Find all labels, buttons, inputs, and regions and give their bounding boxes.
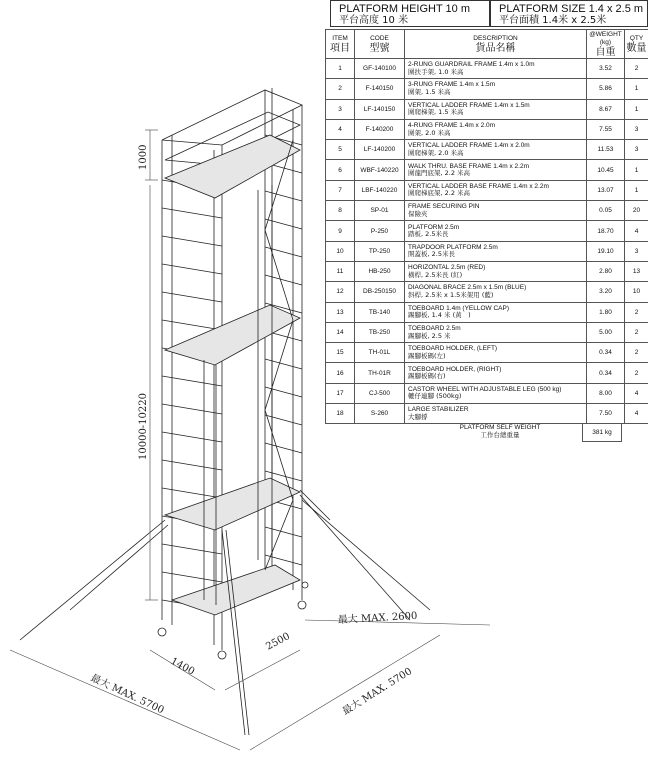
item-description-en: 3-RUNG FRAME 1.4m x 1.5m [408,81,496,89]
item-description-zh: 圍龍門底架, 2.2 米高 [408,169,471,178]
item-weight: 8.67 [587,99,625,119]
table-row [326,343,648,363]
item-description-zh: 圍架, 1.5 米高 [408,87,451,96]
table-row [326,241,648,261]
item-qty: 1 [625,99,648,119]
item-number: 14 [326,322,355,342]
item-code: WBF-140220 [355,160,405,180]
item-description-zh: 圍爬梯架, 1.5 米高 [408,108,464,117]
item-weight: 5.86 [587,79,625,99]
item-description-en: VERTICAL LADDER FRAME 1.4m x 1.5m [408,101,530,109]
item-number: 12 [326,282,355,302]
item-description-zh: 圍扶手架, 1.0 米高 [408,67,464,76]
table-row [326,282,648,302]
item-weight: 19.10 [587,241,625,261]
item-description-zh: 大腳撐 [408,412,428,421]
dim-top: 1000 [138,144,149,170]
dim-height: 10000-10220 [138,392,149,460]
item-description-en: 4-RUNG FRAME 1.4m x 2.0m [408,122,496,130]
item-description [405,343,587,363]
item-qty: 2 [625,302,648,322]
item-number: 4 [326,119,355,139]
item-description-en: 2-RUNG GUARDRAIL FRAME 1.4m x 1.0m [408,61,535,69]
item-qty: 10 [625,282,648,302]
item-number: 15 [326,343,355,363]
item-description-en: WALK THRU. BASE FRAME 1.4m x 2.2m [408,162,529,170]
item-number: 17 [326,383,355,403]
dim-max-right: 最大 MAX. 2600 [337,610,418,626]
item-number: 3 [326,99,355,119]
item-description-zh: 斜桿, 2.5米 x 1.5米架用 (藍) [408,290,494,299]
item-code: CJ-500 [355,383,405,403]
item-description-zh: 踢腳板碼(左) [408,351,446,360]
platform-height-zh: 平台高度 10 米 [339,15,409,26]
item-qty: 2 [625,363,648,383]
item-number: 10 [326,241,355,261]
item-weight: 3.20 [587,282,625,302]
item-number: 1 [326,59,355,79]
parts-table [325,29,648,424]
table-row [326,99,648,119]
item-qty: 2 [625,322,648,342]
table-row [326,119,648,139]
item-qty: 2 [625,59,648,79]
item-description-en: LARGE STABILIZER [408,406,469,414]
item-description [405,140,587,160]
item-weight: 5.00 [587,322,625,342]
item-description-zh: 圍架, 2.0 米高 [408,128,451,137]
item-number: 8 [326,201,355,221]
item-qty: 1 [625,180,648,200]
item-code: F-140200 [355,119,405,139]
item-weight: 0.34 [587,363,625,383]
item-weight: 8.00 [587,383,625,403]
item-description [405,99,587,119]
item-number: 6 [326,160,355,180]
item-description-en: TOEBOARD HOLDER, (LEFT) [408,345,498,353]
item-description-en: TOEBOARD HOLDER, (RIGHT) [408,365,502,373]
item-description-zh: 開蓋板, 2.5米長 [408,250,455,259]
item-code: SP-01 [355,201,405,221]
col-item: ITEM 項目 [326,30,355,59]
item-qty: 3 [625,119,648,139]
item-code: GF-140100 [355,59,405,79]
table-row [326,201,648,221]
item-qty: 2 [625,343,648,363]
item-number: 13 [326,302,355,322]
item-description-en: CASTOR WHEEL WITH ADJUSTABLE LEG (500 kg) [408,385,562,393]
item-number: 7 [326,180,355,200]
dim-max-front: 最大 MAX. 5700 [340,666,415,718]
item-weight: 0.05 [587,201,625,221]
item-description-zh: 圍爬梯架, 2.0 米高 [408,148,464,157]
item-qty: 3 [625,140,648,160]
table-row [326,140,648,160]
parts-header-row [326,30,648,59]
item-description-zh: 保險夾 [408,209,428,218]
item-description [405,119,587,139]
item-number: 9 [326,221,355,241]
col-description: DESCRIPTION 貨品名稱 [405,30,587,59]
table-row [326,261,648,281]
item-description-zh: 踢腳板, 1.4 米 (黃 ) [408,311,471,320]
item-weight: 11.53 [587,140,625,160]
item-description [405,180,587,200]
item-description-en: TRAPDOOR PLATFORM 2.5m [408,243,498,251]
item-description-zh: 圍爬梯底架, 2.2 米高 [408,189,471,198]
item-code: TB-140 [355,302,405,322]
item-description-en: TOEBOARD 2.5m [408,325,461,332]
platform-height-header [330,0,490,27]
item-code: S-260 [355,404,405,424]
item-weight: 7.50 [587,404,625,424]
table-row [326,221,648,241]
table-row [326,302,648,322]
table-row [326,383,648,403]
item-weight: 10.45 [587,160,625,180]
table-row [326,59,648,79]
item-qty: 20 [625,201,648,221]
item-description-en: PLATFORM 2.5m [408,223,460,231]
item-description-en: VERTICAL LADDER BASE FRAME 1.4m x 2.2m [408,182,549,190]
table-row [326,322,648,342]
dim-depth: 1400 [168,655,197,678]
item-description [405,59,587,79]
dim-width: 2500 [264,630,292,653]
item-number: 18 [326,404,355,424]
item-code: TH-01L [355,343,405,363]
item-description [405,261,587,281]
self-weight-value: 381 kg [582,423,622,442]
item-number: 16 [326,363,355,383]
item-code: F-140150 [355,79,405,99]
item-description [405,79,587,99]
item-qty: 3 [625,241,648,261]
item-weight: 0.34 [587,343,625,363]
item-qty: 4 [625,404,648,424]
item-code: P-250 [355,221,405,241]
table-row [326,160,648,180]
table-row [326,363,648,383]
item-code: LF-140200 [355,140,405,160]
item-qty: 4 [625,221,648,241]
item-qty: 1 [625,79,648,99]
item-description-en: FRAME SECURING PIN [408,203,480,211]
item-description [405,363,587,383]
item-qty: 1 [625,160,648,180]
item-description [405,160,587,180]
item-code: DB-250150 [355,282,405,302]
platform-size-en: PLATFORM SIZE 1.4 x 2.5 m [499,3,644,15]
item-description [405,241,587,261]
item-weight: 7.55 [587,119,625,139]
item-weight: 1.80 [587,302,625,322]
item-code: HB-250 [355,261,405,281]
item-number: 11 [326,261,355,281]
platform-size-zh: 平台面積 1.4米 x 2.5米 [499,15,607,26]
platform-size-header [490,0,648,27]
item-qty: 13 [625,261,648,281]
item-description-zh: 踏板, 2.5米長 [408,230,449,239]
dim-max-left: 最大 MAX. 5700 [88,672,166,717]
item-description-zh: 踢腳板, 2.5 米 [408,331,451,340]
item-description [405,221,587,241]
item-description [405,302,587,322]
item-code: TP-250 [355,241,405,261]
item-weight: 13.07 [587,180,625,200]
table-row [326,404,648,424]
item-description-zh: 轆仔連腳 (500kg) [408,392,462,401]
item-qty: 4 [625,383,648,403]
platform-height-en: PLATFORM HEIGHT 10 m [339,3,471,15]
item-code: LBF-140220 [355,180,405,200]
col-code: CODE 型號 [355,30,405,59]
item-description-en: HORIZONTAL 2.5m (RED) [408,264,486,272]
item-description-en: VERTICAL LADDER FRAME 1.4m x 2.0m [408,142,530,150]
self-weight-label: PLATFORM SELF WEIGHT 工作台總重量 [459,424,541,439]
item-description-zh: 踢腳板碼(右) [408,372,446,381]
item-description [405,282,587,302]
col-qty: QTY 數量 [625,30,648,59]
item-description [405,322,587,342]
item-weight: 18.70 [587,221,625,241]
item-description [405,201,587,221]
item-description-zh: 橫桿, 2.5米長 (紅) [408,270,463,279]
item-weight: 3.52 [587,59,625,79]
item-code: LF-140150 [355,99,405,119]
table-row [326,180,648,200]
item-description [405,404,587,424]
item-number: 5 [326,140,355,160]
item-code: TH-01R [355,363,405,383]
item-description [405,383,587,403]
col-weight: @WEIGHT (kg) 自重 [587,30,625,59]
item-code: TB-250 [355,322,405,342]
item-description-en: TOEBOARD 1.4m (YELLOW CAP) [408,304,510,312]
item-description-en: DIAGONAL BRACE 2.5m x 1.5m (BLUE) [408,284,527,292]
item-weight: 2.80 [587,261,625,281]
table-row [326,79,648,99]
item-number: 2 [326,79,355,99]
